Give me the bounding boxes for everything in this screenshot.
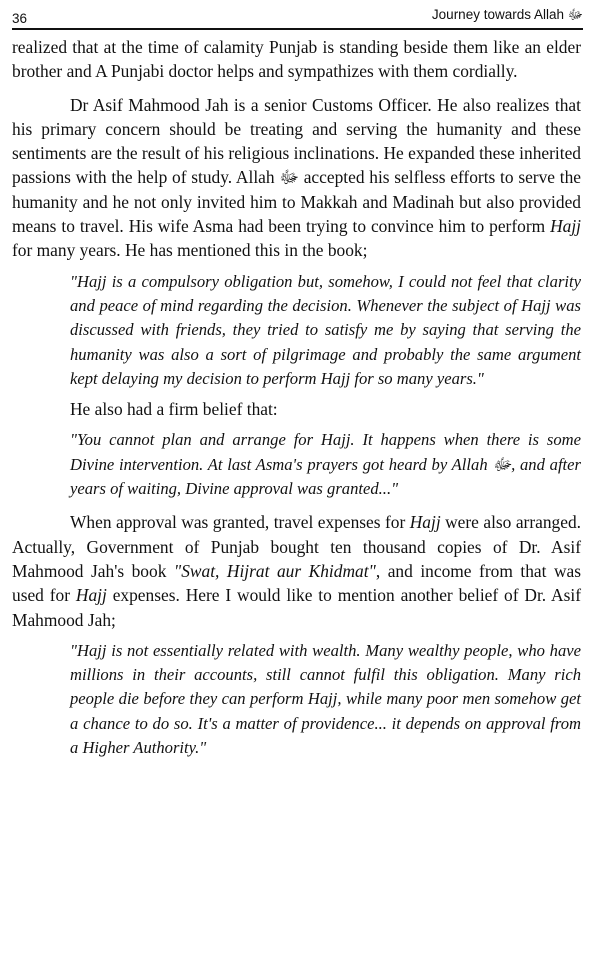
block-quote-3: "Hajj is not essentially related with wealth. Many wealthy people, who have millions in their accounts, still cannot fulfil this obligation. Many rich people die before they can perform Hajj, while many poor men somehow get a chance to do so. It's a matter of providence... it depends on approval from a Higher Authority." — [70, 640, 581, 758]
book-title: "Swat, Hijrat aur Khidmat" — [173, 560, 376, 581]
block-quote-2: "You cannot plan and arrange for Hajj. It happens when there is some Divine intervention. At last Asma's prayers got heard by Allah ﷻ, and after years of waiting, Divine approval was granted..." — [70, 430, 581, 499]
block-quote-1: "Hajj is a compulsory obligation but, somehow, I could not feel that clarity and peace of mind regarding the decision. Whenever the subject of Hajj was discussed with friends, they tried to satisfy me by saying that serving the humanity was also a sort of pilgrimage and probably the same argument kept delaying my decision to perform Hajj for so many years." — [70, 271, 581, 388]
belief-intro: He also had a firm belief that: — [70, 399, 278, 420]
hajj-term: Hajj — [409, 512, 441, 533]
page-number: 36 — [12, 11, 28, 26]
paragraph-jah-intro — [12, 93, 581, 263]
hajj-term: Hajj — [550, 216, 581, 237]
paragraph-continuation: realized that at the time of calamity Punjab is standing beside them like an elder brother and A Punjabi doctor helps and sympathizes with them cordially. — [12, 37, 581, 82]
paragraph-text: Dr Asif Mahmood Jah is a senior Customs Officer. He also realizes that his primary concern should be treating and serving the humanity and these sentiments are the result of his religious inclinations. He expanded these inherited passions with the help of study. Allah ﷻ accepted his selfless efforts to serve the humanity and he not only invited him to Makkah and Madinah but also provided means to travel. His wife Asma had been trying to convince him to perform — [12, 94, 581, 237]
paragraph-text: were also arranged. Actually, Government of Punjab bought ten thousand copies of Dr. Asif Mahmood Jah's book — [12, 512, 581, 581]
paragraph-text: When approval was granted, travel expenses for — [70, 512, 410, 533]
running-title: Journey towards Allah ﷻ — [431, 7, 583, 22]
paragraph-text: expenses. Here I would like to mention another belief of Dr. Asif Mahmood Jah; — [12, 585, 581, 630]
hajj-term: Hajj — [75, 585, 107, 606]
running-header — [12, 0, 583, 30]
paragraph-approval — [12, 510, 581, 631]
page-body — [12, 35, 581, 760]
paragraph-text: for many years. He has mentioned this in the book; — [12, 240, 368, 261]
paragraph-text: , and income from that was used for — [12, 560, 582, 606]
